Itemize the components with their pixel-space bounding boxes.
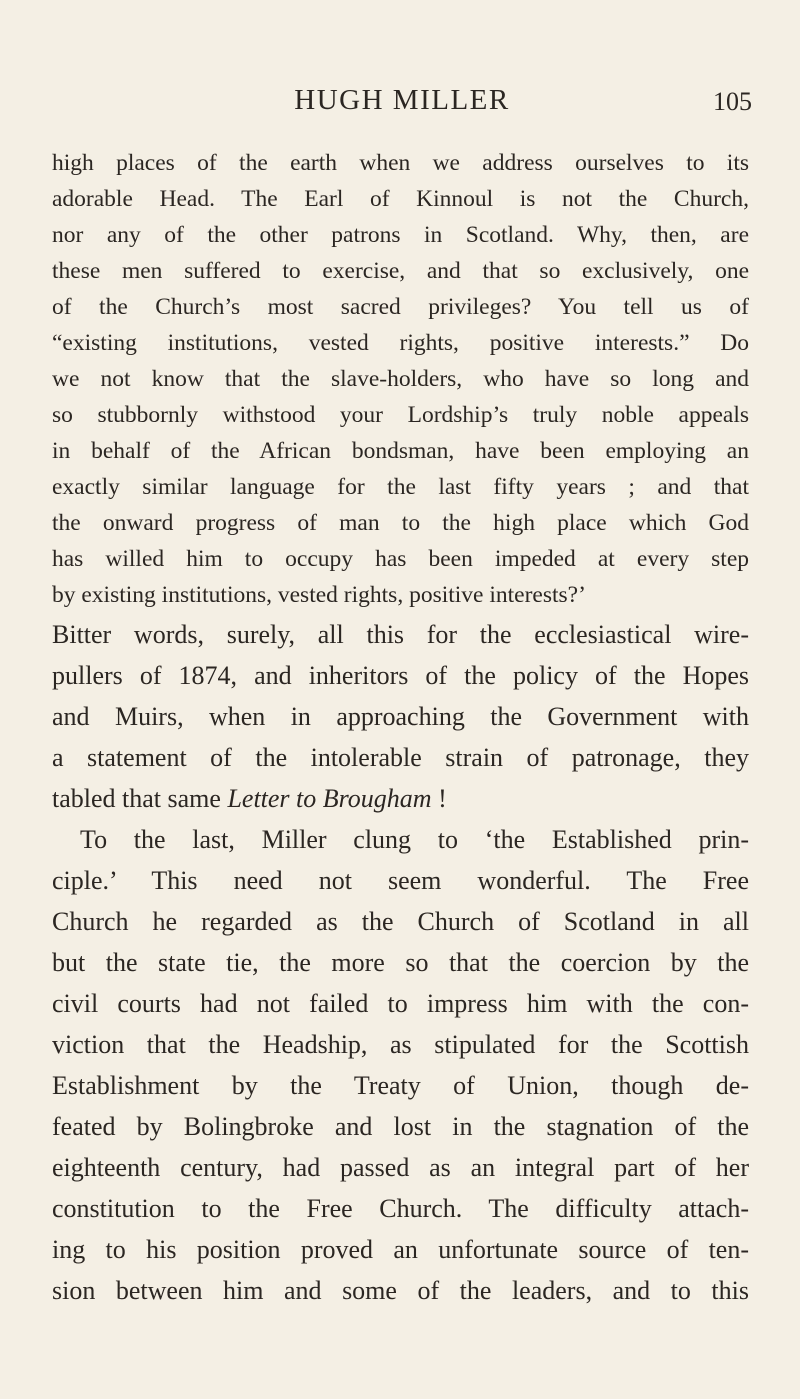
quote-line: we not know that the slave-holders, who have so long and bbox=[52, 366, 749, 392]
paragraph-line: Bitter words, surely, all this for the ecclesiastical wire- bbox=[52, 620, 749, 649]
paragraph-line: viction that the Headship, as stipulated for the Scottish bbox=[52, 1030, 749, 1059]
quote-line: high places of the earth when we address ourselves to its bbox=[52, 150, 749, 176]
paragraph-line: Church he regarded as the Church of Scotland in all bbox=[52, 907, 749, 936]
quote-line: these men suffered to exercise, and that so exclusively, one bbox=[52, 258, 749, 284]
paragraph-line: ciple.’ This need not seem wonderful. The Free bbox=[52, 866, 749, 895]
paragraph-line: constitution to the Free Church. The difficulty attach- bbox=[52, 1194, 749, 1223]
page-header bbox=[52, 80, 752, 120]
page-number: 105 bbox=[713, 87, 752, 116]
paragraph-line: a statement of the intolerable strain of patronage, they bbox=[52, 743, 749, 772]
quote-line: nor any of the other patrons in Scotland. Why, then, are bbox=[52, 222, 749, 248]
paragraph-line: and Muirs, when in approaching the Government with bbox=[52, 702, 749, 731]
paragraph-line: pullers of 1874, and inheritors of the policy of the Hopes bbox=[52, 661, 749, 690]
paragraph-line: To the last, Miller clung to ‘the Established prin- bbox=[80, 825, 749, 854]
quote-line: so stubbornly withstood your Lordship’s truly noble appeals bbox=[52, 402, 749, 428]
paragraph-line: but the state tie, the more so that the coercion by the bbox=[52, 948, 749, 977]
paragraph-line: eighteenth century, had passed as an integral part of her bbox=[52, 1153, 749, 1182]
running-title: HUGH MILLER bbox=[294, 84, 510, 116]
quote-line: has willed him to occupy has been impeded at every step bbox=[52, 546, 749, 572]
quote-line: in behalf of the African bondsman, have been employing an bbox=[52, 438, 749, 464]
quote-line: by existing institutions, vested rights, positive interests?’ bbox=[52, 582, 586, 608]
quote-line: adorable Head. The Earl of Kinnoul is not the Church, bbox=[52, 186, 749, 212]
book-title: Letter to Brougham bbox=[227, 784, 432, 813]
paragraph-line: ing to his position proved an unfortunate source of ten- bbox=[52, 1235, 749, 1264]
paragraph-line: sion between him and some of the leaders, and to this bbox=[52, 1276, 749, 1305]
line-text: ! bbox=[431, 784, 447, 813]
paragraph-line: feated by Bolingbroke and lost in the stagnation of the bbox=[52, 1112, 749, 1141]
line-text: tabled that same bbox=[52, 784, 228, 813]
paragraph-line: Establishment by the Treaty of Union, though de- bbox=[52, 1071, 749, 1100]
quote-line: the onward progress of man to the high place which God bbox=[52, 510, 749, 536]
paragraph-line: civil courts had not failed to impress him with the con- bbox=[52, 989, 749, 1018]
quote-line: of the Church’s most sacred privileges? You tell us of bbox=[52, 294, 749, 320]
quote-line: exactly similar language for the last fifty years ; and that bbox=[52, 474, 749, 500]
paragraph-line bbox=[52, 782, 749, 818]
quote-line: “existing institutions, vested rights, positive interests.” Do bbox=[52, 330, 749, 356]
